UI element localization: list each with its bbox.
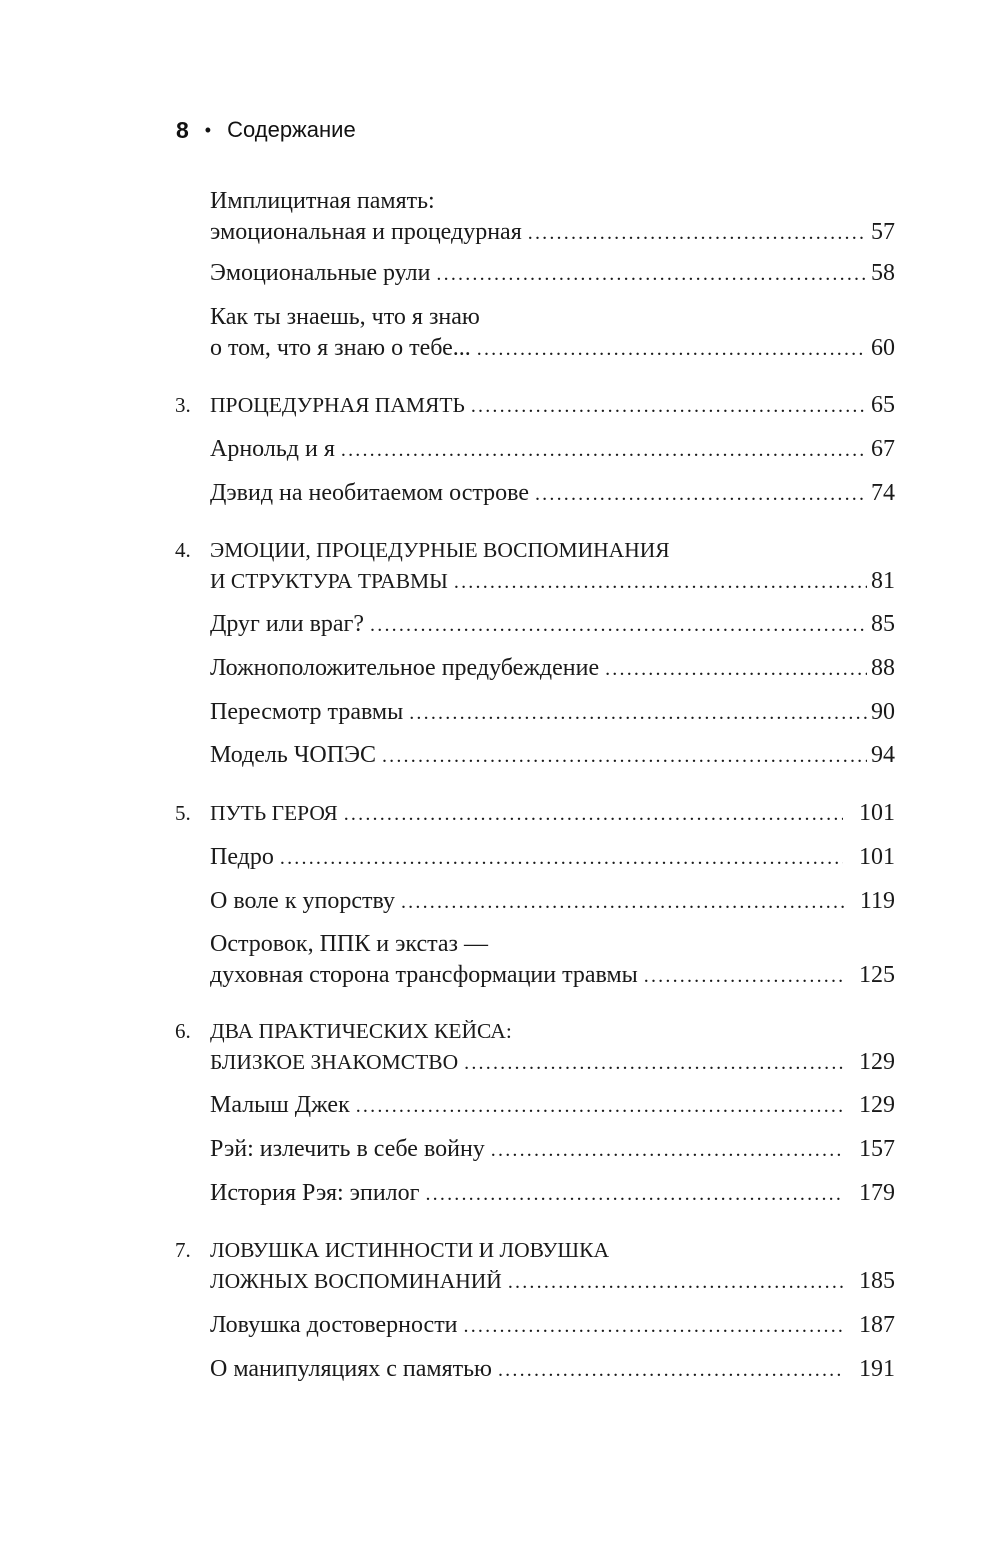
dot-leader (409, 698, 867, 729)
toc-page-number: 65 (871, 392, 895, 418)
toc-entry-title-line: Как ты знаешь, что я знаю (210, 304, 480, 330)
toc-page-number: 125 (859, 962, 895, 988)
toc-chapter[interactable] (210, 798, 895, 829)
toc-entry-title: История Рэя: эпилог (210, 1180, 420, 1206)
toc-entry[interactable] (210, 186, 895, 248)
toc-entry-title: Друг или враг? (210, 611, 365, 637)
dot-leader (498, 1355, 843, 1386)
toc-entry[interactable] (210, 1310, 895, 1341)
dot-leader (605, 654, 867, 685)
toc-chapter-title-line: ДВА ПРАКТИЧЕСКИХ КЕЙСА: (210, 1019, 512, 1043)
toc-entry[interactable] (210, 258, 895, 289)
dot-leader (508, 1267, 843, 1298)
toc-chapter-title-line: ЭМОЦИИ, ПРОЦЕДУРНЫЕ ВОСПОМИНАНИЯ (210, 538, 670, 562)
toc-entry-title: О воле к упорству (210, 888, 395, 914)
toc-page-number: 58 (871, 260, 895, 286)
toc-page-number: 57 (871, 219, 895, 245)
toc-entry-title: О манипуляциях с памятью (210, 1356, 492, 1382)
toc-entry[interactable] (210, 1090, 895, 1121)
toc-entry[interactable] (210, 302, 895, 364)
toc-entry[interactable] (210, 929, 895, 991)
dot-leader (464, 1311, 843, 1342)
toc-entry-title: духовная сторона трансформации травмы (210, 962, 638, 988)
toc-entry-title: Ложноположительное предубеждение (210, 655, 600, 681)
toc-chapter-title-line: ЛОВУШКА ИСТИННОСТИ И ЛОВУШКА (210, 1238, 609, 1262)
dot-leader (471, 391, 867, 422)
toc-chapter[interactable] (210, 390, 895, 421)
dot-leader (356, 1091, 843, 1122)
toc-entry[interactable] (210, 886, 895, 917)
toc-page-number: 129 (859, 1049, 895, 1075)
toc-entry[interactable] (210, 1178, 895, 1209)
toc-entry-title: Дэвид на необитаемом острове (210, 480, 529, 506)
toc-entry-title: Ловушка достоверности (210, 1312, 458, 1338)
toc-page-number: 81 (871, 568, 895, 594)
toc-page-number: 67 (871, 436, 895, 462)
toc-entry[interactable] (210, 1134, 895, 1165)
toc-entry-title: эмоциональная и процедурная (210, 219, 522, 245)
toc-entry-title-line: Имплицитная память: (210, 188, 435, 214)
separator-bullet: • (204, 119, 212, 140)
toc-entry-title: Пересмотр травмы (210, 699, 404, 725)
toc-entry[interactable] (210, 653, 895, 684)
toc-entry-title: Модель ЧОПЭС (210, 742, 376, 768)
toc-page-number: 90 (871, 699, 895, 725)
dot-leader (644, 961, 843, 992)
chapter-number: 3. (175, 393, 191, 417)
toc-chapter-title: И СТРУКТУРА ТРАВМЫ (210, 569, 448, 593)
chapter-number: 6. (175, 1019, 191, 1043)
toc-entry[interactable] (210, 478, 895, 509)
toc-entry[interactable] (210, 434, 895, 465)
dot-leader (535, 479, 867, 510)
toc-entry-title: Рэй: излечить в себе войну (210, 1136, 485, 1162)
toc-entry[interactable] (210, 609, 895, 640)
chapter-number: 5. (175, 801, 191, 825)
toc-entry-title-line: Островок, ППК и экстаз — (210, 931, 489, 957)
dot-leader (528, 218, 867, 249)
toc-page-number: 185 (859, 1268, 895, 1294)
toc-page-number: 119 (859, 888, 895, 914)
toc-entry-title: Малыш Джек (210, 1092, 350, 1118)
dot-leader (341, 435, 867, 466)
toc-page-number: 129 (859, 1092, 895, 1118)
toc-page-number: 60 (871, 335, 895, 361)
toc-entry[interactable] (210, 842, 895, 873)
toc-page-number: 94 (871, 742, 895, 768)
toc-chapter-title: ЛОЖНЫХ ВОСПОМИНАНИЙ (210, 1269, 502, 1293)
toc-page-number: 88 (871, 655, 895, 681)
toc-chapter-title: БЛИЗКОЕ ЗНАКОМСТВО (210, 1050, 459, 1074)
toc-entry[interactable] (210, 740, 895, 771)
toc-page-number: 187 (859, 1312, 895, 1338)
dot-leader (280, 843, 843, 874)
dot-leader (464, 1048, 843, 1079)
page-number: 8 (176, 116, 189, 143)
dot-leader (454, 567, 867, 598)
toc-chapter-title: ПРОЦЕДУРНАЯ ПАМЯТЬ (210, 393, 465, 417)
toc-entry[interactable] (210, 697, 895, 728)
toc-chapter-title: ПУТЬ ГЕРОЯ (210, 801, 338, 825)
chapter-number: 7. (175, 1238, 191, 1262)
toc-chapter[interactable] (210, 535, 895, 597)
dot-leader (436, 259, 867, 290)
toc-page-number: 191 (859, 1356, 895, 1382)
toc-chapter[interactable] (210, 1016, 895, 1078)
dot-leader (425, 1179, 843, 1210)
toc-entry-title: Эмоциональные рули (210, 260, 431, 286)
toc-page-number: 101 (859, 844, 895, 870)
dot-leader (344, 799, 843, 830)
running-head (176, 114, 356, 146)
toc-page-number: 101 (859, 800, 895, 826)
dot-leader (491, 1135, 843, 1166)
dot-leader (477, 334, 867, 365)
section-title: Содержание (227, 117, 356, 142)
chapter-number: 4. (175, 538, 191, 562)
toc-page-number: 74 (871, 480, 895, 506)
toc-chapter[interactable] (210, 1235, 895, 1297)
toc-page-number: 157 (859, 1136, 895, 1162)
toc-entry[interactable] (210, 1354, 895, 1385)
dot-leader (382, 741, 867, 772)
toc-entry-title: о том, что я знаю о тебе... (210, 335, 471, 361)
toc-page-number: 85 (871, 611, 895, 637)
dot-leader (401, 887, 844, 918)
dot-leader (370, 610, 867, 641)
toc-entry-title: Арнольд и я (210, 436, 335, 462)
toc-entry-title: Педро (210, 844, 274, 870)
toc-page-number: 179 (859, 1180, 895, 1206)
